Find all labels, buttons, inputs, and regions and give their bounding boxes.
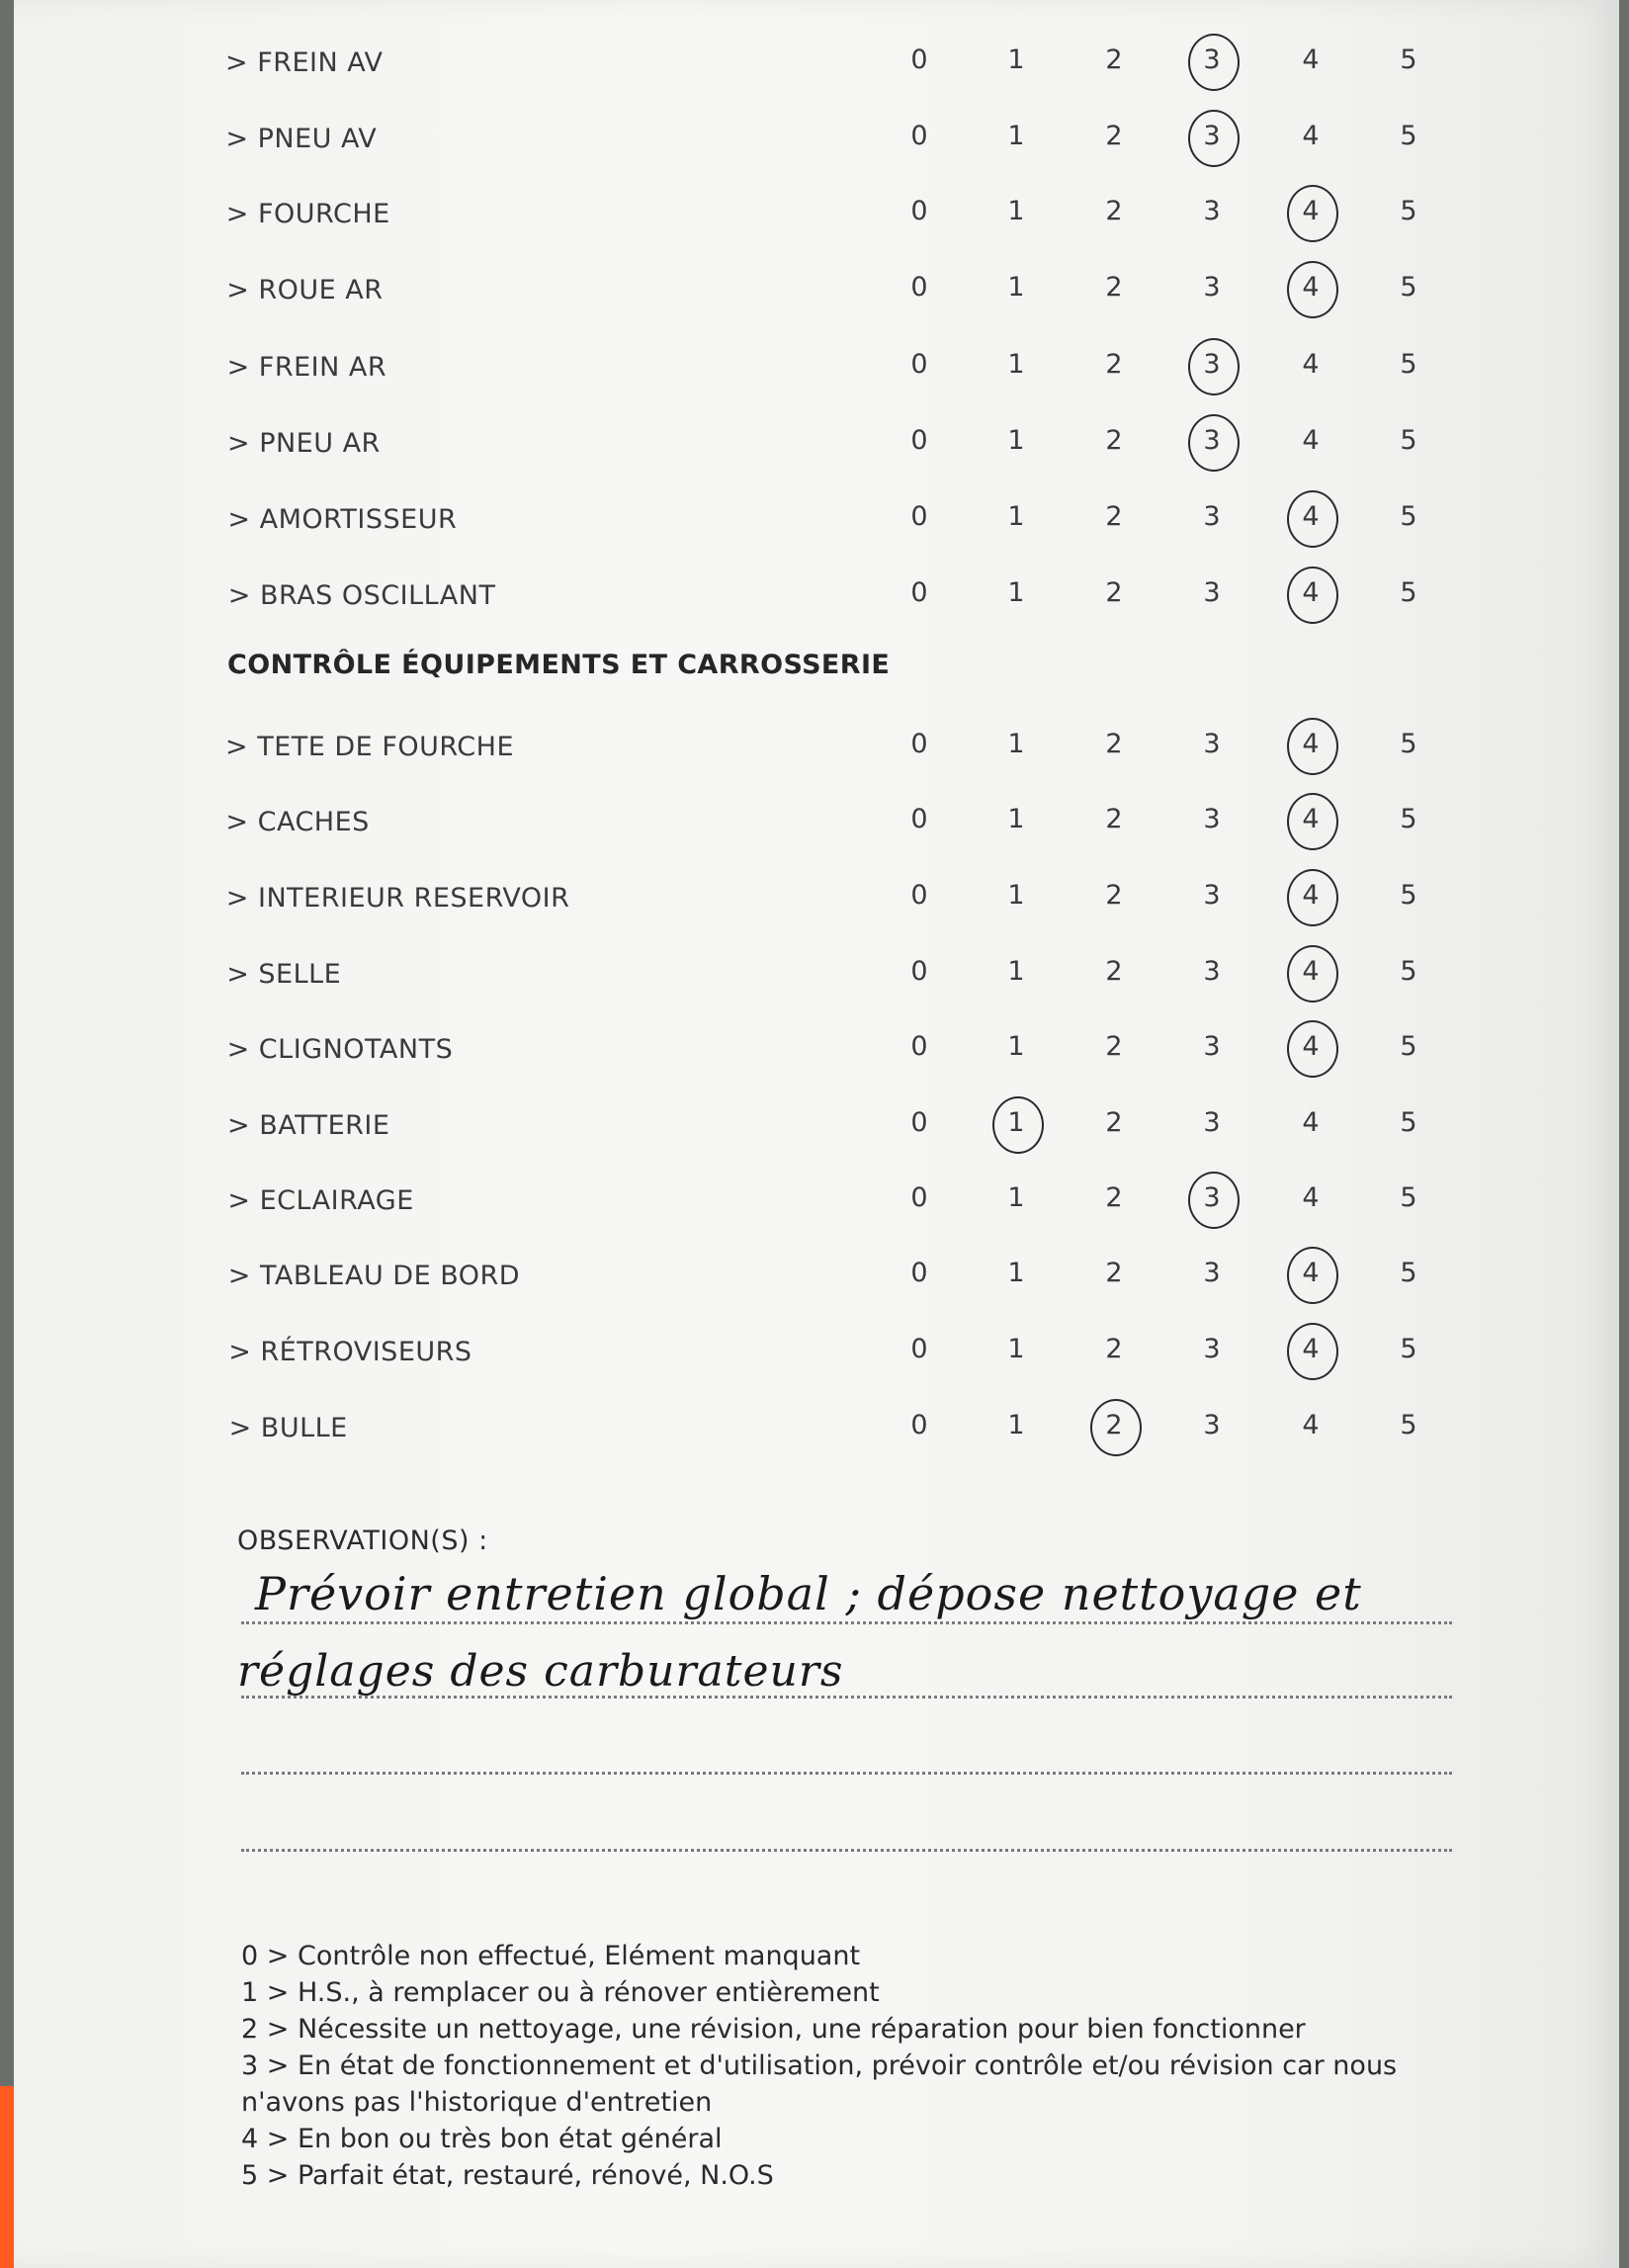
score-option: 3 [1203, 272, 1221, 303]
legend-item-2: 2 > Nécessite un nettoyage, une révision, une réparation pour bien fonctionner [241, 2014, 1306, 2045]
score-option: 3 [1203, 880, 1221, 911]
score-option: 5 [1400, 1334, 1417, 1364]
score-option: 5 [1400, 196, 1417, 226]
row-label: > TABLEAU DE BORD [227, 1261, 521, 1291]
score-option: 3 [1203, 121, 1221, 151]
selected-score-circle [1287, 490, 1338, 548]
score-option: 3 [1203, 1031, 1221, 1062]
score-option: 4 [1302, 956, 1320, 987]
score-option: 4 [1302, 272, 1320, 303]
score-option: 4 [1302, 1334, 1320, 1364]
row-label: > AMORTISSEUR [227, 504, 458, 535]
score-option: 4 [1302, 577, 1320, 608]
score-option: 5 [1400, 729, 1417, 759]
selected-score-circle [1287, 945, 1338, 1003]
score-option: 1 [1007, 1258, 1025, 1288]
row-label: > ROUE AR [226, 275, 384, 305]
row-label: > BULLE [228, 1413, 348, 1443]
score-option: 5 [1400, 804, 1417, 834]
score-option: 1 [1007, 1182, 1025, 1213]
row-label: > BRAS OSCILLANT [227, 580, 496, 611]
score-option: 2 [1105, 44, 1123, 75]
score-option: 1 [1007, 121, 1025, 151]
score-option: 2 [1105, 1258, 1123, 1288]
score-option: 1 [1007, 729, 1025, 759]
score-option: 2 [1105, 577, 1123, 608]
score-option: 2 [1105, 804, 1123, 834]
score-option: 3 [1203, 425, 1221, 456]
row-label: > SELLE [226, 959, 342, 990]
selected-score-circle [992, 1096, 1044, 1154]
observation-line-2: réglages des carburateurs [237, 1646, 844, 1697]
score-option: 0 [910, 804, 928, 834]
score-option: 1 [1007, 272, 1025, 303]
score-option: 3 [1203, 956, 1221, 987]
section-title-equipment: CONTRÔLE ÉQUIPEMENTS ET CARROSSERIE [227, 650, 891, 680]
score-option: 1 [1007, 501, 1025, 532]
score-option: 0 [910, 196, 928, 226]
score-option: 3 [1203, 44, 1221, 75]
score-option: 2 [1105, 349, 1123, 380]
score-option: 2 [1105, 1182, 1123, 1213]
observation-dotted-line [241, 1772, 1452, 1775]
selected-score-circle [1188, 110, 1240, 167]
score-option: 0 [910, 425, 928, 456]
score-option: 2 [1105, 729, 1123, 759]
score-option: 5 [1400, 349, 1417, 380]
background-orange-strip [0, 2086, 14, 2268]
rating-legend [241, 1938, 1457, 2194]
score-option: 2 [1105, 272, 1123, 303]
row-label: > RÉTROVISEURS [228, 1337, 472, 1367]
selected-score-circle [1287, 718, 1338, 775]
legend-item-0: 0 > Contrôle non effectué, Elément manquant [241, 1941, 861, 1971]
selected-score-circle [1188, 34, 1240, 91]
score-option: 3 [1203, 729, 1221, 759]
score-option: 1 [1007, 1334, 1025, 1364]
score-option: 5 [1400, 121, 1417, 151]
selected-score-circle [1287, 185, 1338, 242]
score-option: 1 [1007, 577, 1025, 608]
row-label: > ECLAIRAGE [227, 1185, 414, 1216]
row-label: > CLIGNOTANTS [226, 1034, 454, 1065]
score-option: 4 [1302, 729, 1320, 759]
score-option: 5 [1400, 425, 1417, 456]
score-option: 3 [1203, 196, 1221, 226]
score-option: 3 [1203, 1182, 1221, 1213]
score-option: 2 [1105, 1410, 1123, 1440]
score-option: 1 [1007, 804, 1025, 834]
score-option: 4 [1302, 425, 1320, 456]
row-label: > FREIN AV [225, 47, 384, 78]
score-option: 0 [910, 1258, 928, 1288]
score-option: 1 [1007, 1031, 1025, 1062]
score-option: 4 [1302, 196, 1320, 226]
score-option: 4 [1302, 1182, 1320, 1213]
score-option: 4 [1302, 121, 1320, 151]
score-option: 1 [1007, 425, 1025, 456]
selected-score-circle [1287, 1247, 1338, 1304]
score-option: 5 [1400, 577, 1417, 608]
score-option: 2 [1105, 1334, 1123, 1364]
score-option: 2 [1105, 501, 1123, 532]
row-label: > INTERIEUR RESERVOIR [225, 883, 570, 914]
selected-score-circle [1188, 338, 1240, 395]
score-option: 5 [1400, 956, 1417, 987]
score-option: 5 [1400, 1182, 1417, 1213]
score-option: 4 [1302, 880, 1320, 911]
score-option: 5 [1400, 1031, 1417, 1062]
score-option: 4 [1302, 44, 1320, 75]
score-option: 4 [1302, 1258, 1320, 1288]
score-option: 1 [1007, 196, 1025, 226]
score-option: 0 [910, 121, 928, 151]
score-option: 0 [910, 956, 928, 987]
row-label: > TETE DE FOURCHE [225, 732, 514, 762]
score-option: 3 [1203, 1258, 1221, 1288]
selected-score-circle [1287, 1020, 1338, 1078]
score-option: 0 [910, 729, 928, 759]
score-option: 2 [1105, 425, 1123, 456]
score-option: 4 [1302, 804, 1320, 834]
score-option: 4 [1302, 1031, 1320, 1062]
inspection-sheet [14, 0, 1619, 2268]
score-option: 5 [1400, 1107, 1417, 1138]
score-option: 2 [1105, 956, 1123, 987]
score-option: 0 [910, 1182, 928, 1213]
observation-line-1: Prévoir entretien global ; dépose nettoyage et [255, 1567, 1362, 1620]
row-label: > FOURCHE [225, 199, 390, 229]
score-option: 3 [1203, 1107, 1221, 1138]
score-option: 3 [1203, 1410, 1221, 1440]
score-option: 3 [1203, 577, 1221, 608]
selected-score-circle [1188, 1172, 1240, 1229]
score-option: 5 [1400, 501, 1417, 532]
score-option: 5 [1400, 1410, 1417, 1440]
selected-score-circle [1287, 1323, 1338, 1380]
score-option: 2 [1105, 1107, 1123, 1138]
selected-score-circle [1287, 793, 1338, 850]
score-option: 5 [1400, 880, 1417, 911]
score-option: 3 [1203, 1334, 1221, 1364]
observation-dotted-line [241, 1621, 1452, 1624]
score-option: 0 [910, 1334, 928, 1364]
selected-score-circle [1287, 567, 1338, 624]
score-option: 1 [1007, 349, 1025, 380]
score-option: 2 [1105, 880, 1123, 911]
observation-dotted-line [241, 1849, 1452, 1852]
score-option: 3 [1203, 349, 1221, 380]
score-option: 1 [1007, 956, 1025, 987]
score-option: 1 [1007, 1107, 1025, 1138]
row-label: > BATTERIE [227, 1110, 390, 1141]
score-option: 5 [1400, 44, 1417, 75]
score-option: 0 [910, 1031, 928, 1062]
score-option: 0 [910, 349, 928, 380]
score-option: 2 [1105, 196, 1123, 226]
score-option: 1 [1007, 44, 1025, 75]
score-option: 0 [910, 880, 928, 911]
score-option: 4 [1302, 1410, 1320, 1440]
observation-dotted-line [241, 1696, 1452, 1699]
selected-score-circle [1090, 1399, 1142, 1456]
selected-score-circle [1188, 414, 1240, 472]
score-option: 4 [1302, 501, 1320, 532]
score-option: 2 [1105, 121, 1123, 151]
score-option: 5 [1400, 272, 1417, 303]
score-option: 0 [910, 577, 928, 608]
row-label: > CACHES [225, 807, 370, 837]
legend-item-1: 1 > H.S., à remplacer ou à rénover entièrement [241, 1977, 880, 2008]
score-option: 3 [1203, 804, 1221, 834]
score-option: 3 [1203, 501, 1221, 532]
selected-score-circle [1287, 261, 1338, 318]
score-option: 2 [1105, 1031, 1123, 1062]
observations-title: OBSERVATION(S) : [237, 1526, 488, 1556]
row-label: > PNEU AR [227, 428, 381, 459]
row-label: > FREIN AR [226, 352, 387, 383]
row-label: > PNEU AV [225, 124, 378, 154]
score-option: 0 [910, 1410, 928, 1440]
legend-item-4: 4 > En bon ou très bon état général [241, 2124, 723, 2154]
legend-item-3: 3 > En état de fonctionnement et d'utilisation, prévoir contrôle et/ou révision car nous n'avons pas l'historique d'entretien [241, 2050, 1398, 2118]
legend-item-5: 5 > Parfait état, restauré, rénové, N.O.S [241, 2160, 774, 2191]
score-option: 0 [910, 1107, 928, 1138]
score-option: 0 [910, 272, 928, 303]
score-option: 1 [1007, 880, 1025, 911]
selected-score-circle [1287, 869, 1338, 926]
score-option: 4 [1302, 349, 1320, 380]
score-option: 5 [1400, 1258, 1417, 1288]
score-option: 0 [910, 501, 928, 532]
score-option: 4 [1302, 1107, 1320, 1138]
score-option: 1 [1007, 1410, 1025, 1440]
score-option: 0 [910, 44, 928, 75]
